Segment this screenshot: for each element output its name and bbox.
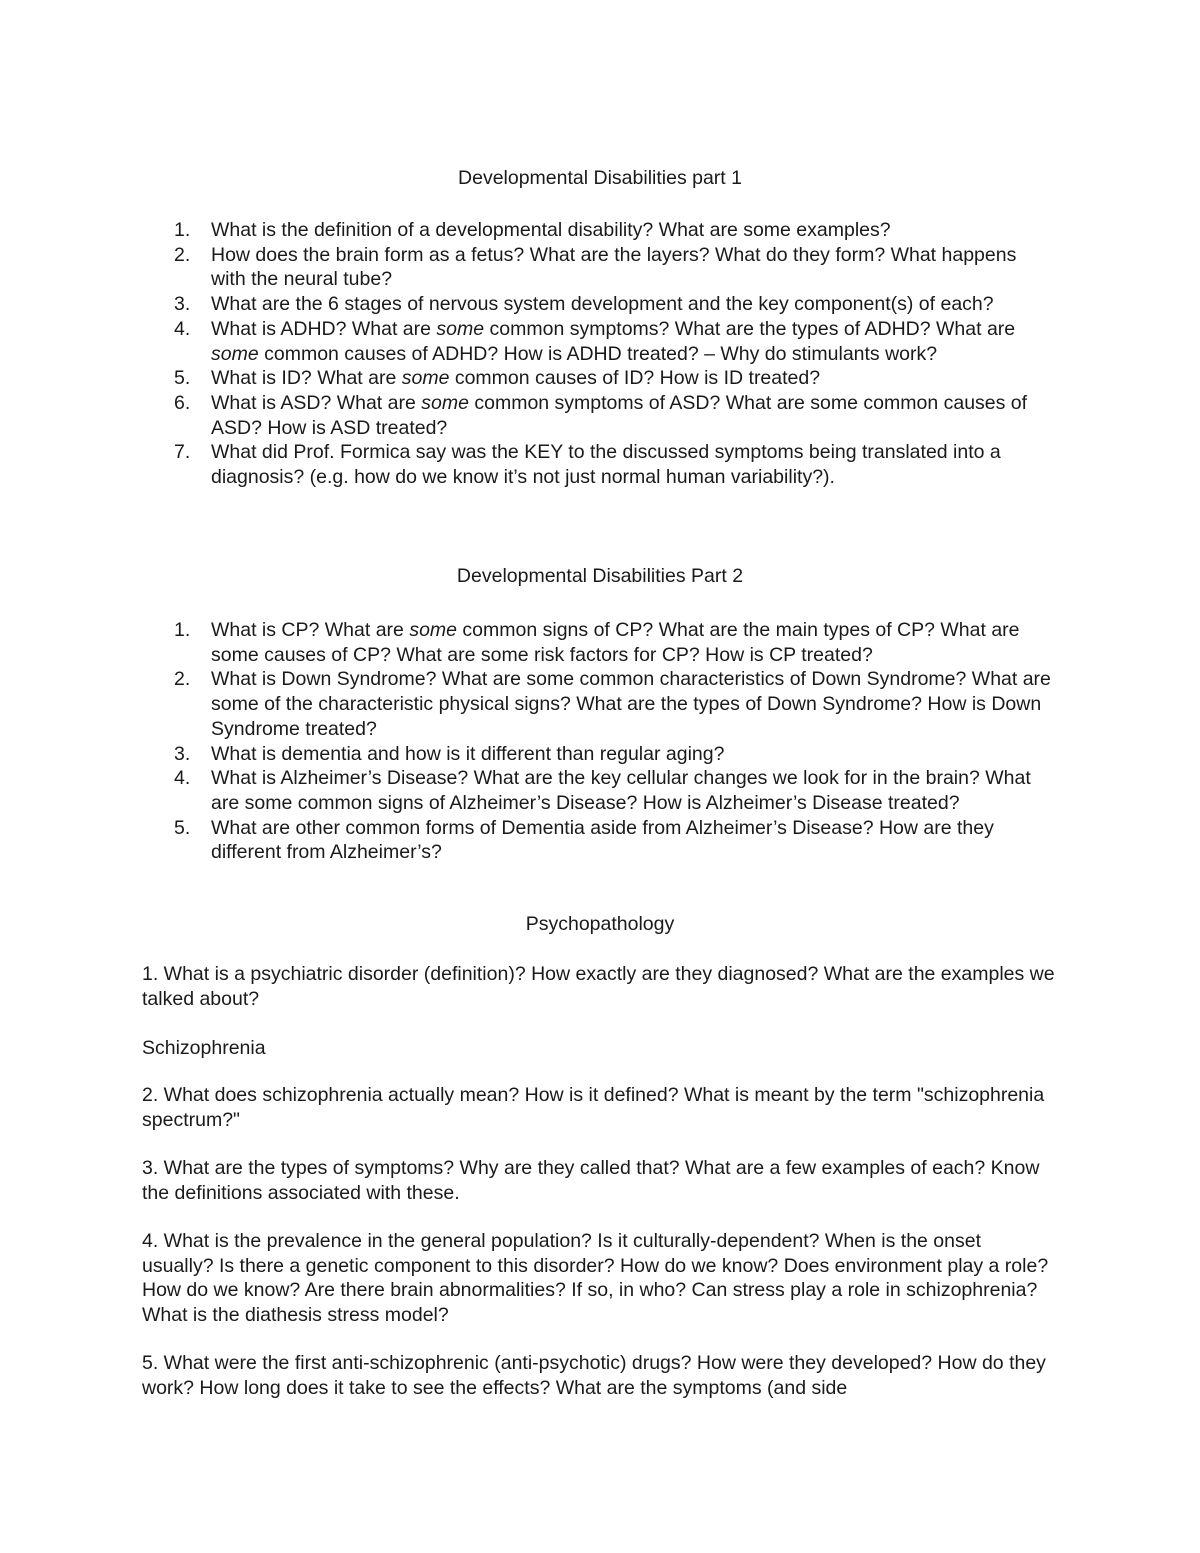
question-paragraph: 3. What are the types of symptoms? Why are they called that? What are a few examples of each? Know the definitions associated with these. [142, 1157, 1040, 1204]
list-item: 3. What are the 6 stages of nervous system development and the key component(s) of each? [174, 293, 994, 316]
list-item: 1. What is the definition of a developmental disability? What are some examples? [174, 219, 891, 241]
question-paragraph: 2. What does schizophrenia actually mean? How is it defined? What is meant by the term "schizophrenia spectrum?" [142, 1084, 1045, 1131]
list-item: 6. What is ASD? What are some common symptoms of ASD? What are some common causes of ASD? How is ASD treated? [174, 391, 1028, 439]
list-item: 5. What are other common forms of Dementia aside from Alzheimer’s Disease? How are they different from Alzheimer’s? [174, 816, 994, 864]
question-text: What are other common forms of Dementia aside from Alzheimer’s Disease? How are they different from Alzheimer’s? [211, 816, 994, 864]
emphasis: some [436, 317, 485, 340]
question-text: What are the 6 stages of nervous system development and the key component(s) of each? [211, 293, 994, 316]
list-item: 1. What is CP? What are some common signs of CP? What are the main types of CP? What are some causes of CP? What are some risk factors for CP? How is CP treated? [174, 619, 1020, 666]
question-text: What is CP? What are some common signs of CP? What are the main types of CP? What are some causes of CP? What are some risk factors for CP? How is CP treated? [211, 619, 1020, 666]
emphasis: some [421, 391, 469, 414]
emphasis: some [211, 342, 259, 365]
list-item: 4. What is ADHD? What are some common symptoms? What are the types of ADHD? What are some common causes of ADHD? How is ADHD treated? – Why do stimulants work? [174, 317, 1016, 365]
list-item: 5. What is ID? What are some common causes of ID? How is ID treated? [174, 367, 821, 390]
list-item: 4. What is Alzheimer’s Disease? What are the key cellular changes we look for in the brain? What are some common signs of Alzheimer’s Disease? How is Alzheimer’s Disease treated? [174, 767, 1031, 814]
question-paragraph: 5. What were the first anti-schizophrenic (anti-psychotic) drugs? How were they developed? How do they work? How long does it take to see the effects? What are the symptoms (and side [142, 1352, 1046, 1399]
list-item: 7. What did Prof. Formica say was the KEY to the discussed symptoms being translated into a diagnosis? (e.g. how do we know it’s not just normal human variability?). [174, 441, 1001, 489]
question-paragraph: 1. What is a psychiatric disorder (definition)? How exactly are they diagnosed? What are the examples we talked about? [142, 963, 1055, 1010]
list-item: 2. What is Down Syndrome? What are some common characteristics of Down Syndrome? What are some of the characteristic physical signs? What are the types of Down Syndrome? How is Down Syndrome treated? [174, 668, 1051, 740]
section-title-part2: Developmental Disabilities Part 2 [456, 565, 744, 587]
question-text: What is Alzheimer’s Disease? What are the key cellular changes we look for in the brain? What are some common signs of Alzheimer’s Disease? How is Alzheimer’s Disease treated? [211, 767, 1031, 814]
section-title-part1: Developmental Disabilities part 1 [458, 167, 742, 189]
question-text: What is Down Syndrome? What are some common characteristics of Down Syndrome? What are some of the characteristic physical signs? What are the types of Down Syndrome? How is Down Syndrome treated? [211, 668, 1051, 740]
emphasis: some [401, 367, 450, 390]
question-text: What is ASD? What are some common symptoms of ASD? What are some common causes of ASD? How is ASD treated? [211, 391, 1028, 439]
question-text: What is ADHD? What are some common symptoms? What are the types of ADHD? What are some common causes of ADHD? How is ADHD treated? – Why do stimulants work? [211, 317, 1016, 365]
emphasis: some [409, 619, 458, 641]
question-paragraph: 4. What is the prevalence in the general population? Is it culturally-dependent? When is the onset usually? Is there a genetic component to this disorder? How do we know? Does environment play a role? How do we know? Are there brain abnormalities? If so, in who? Can stress play a role in schizophrenia? What is the diathesis stress model? [142, 1230, 1049, 1327]
question-list-part1 [174, 218, 1054, 490]
list-item: 2. How does the brain form as a fetus? What are the layers? What do they form? What happens with the neural tube? [174, 243, 1017, 291]
list-item: 3. What is dementia and how is it different than regular aging? [174, 742, 725, 765]
question-text: What is the definition of a developmental disability? What are some examples? [211, 219, 891, 241]
question-text: What is dementia and how is it different than regular aging? [211, 742, 725, 765]
subheading-schizophrenia: Schizophrenia [142, 1037, 266, 1059]
question-text: What did Prof. Formica say was the KEY to the discussed symptoms being translated into a diagnosis? (e.g. how do we know it’s not just normal human variability?). [211, 441, 1001, 489]
section-title-psychopathology: Psychopathology [525, 913, 675, 935]
question-list-part2 [174, 618, 1054, 865]
question-text: How does the brain form as a fetus? What are the layers? What do they form? What happens with the neural tube? [211, 243, 1017, 291]
question-text: What is ID? What are some common causes of ID? How is ID treated? [211, 367, 821, 390]
